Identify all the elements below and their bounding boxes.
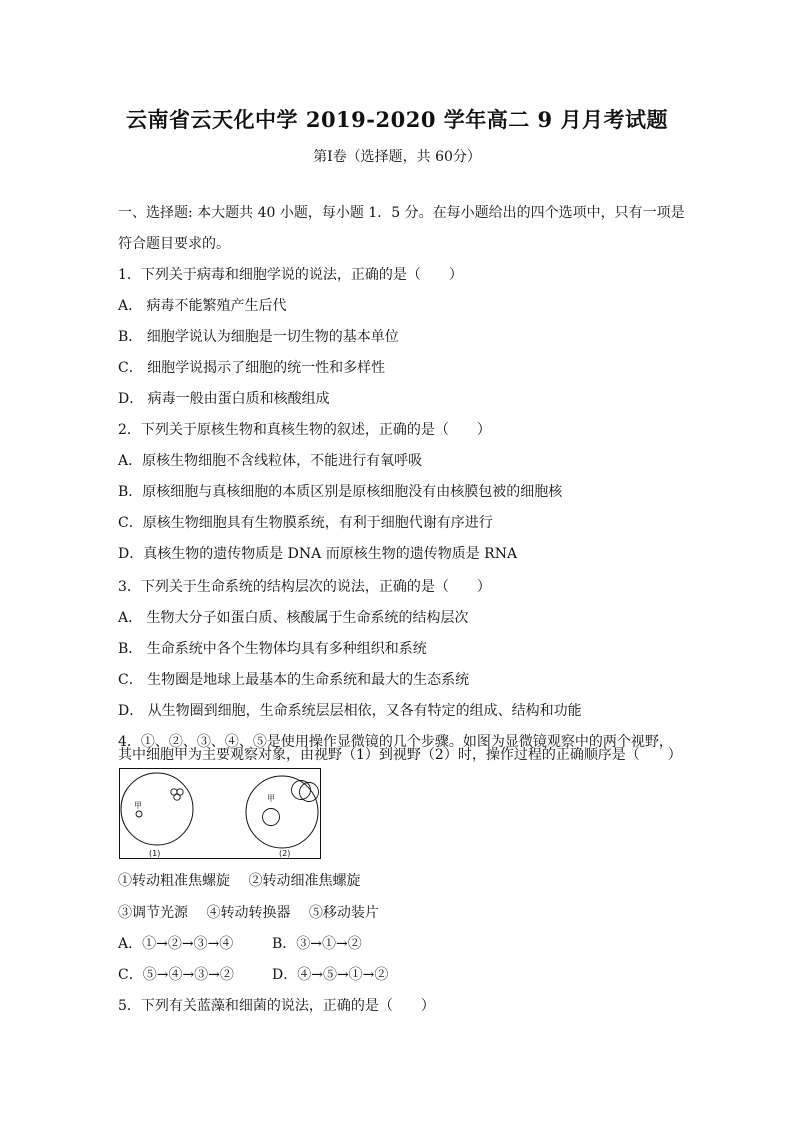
- q3-stem: 3．下列关于生命系统的结构层次的说法，正确的是（ ）: [118, 579, 491, 595]
- q4-option-a: A．①→②→③→④: [118, 936, 234, 952]
- q3-option-d: D． 从生物圈到细胞，生命系统层层相依，又各有特定的组成、结构和功能: [118, 703, 582, 719]
- view-label-2: (2): [279, 849, 291, 858]
- q1-option-b: B． 细胞学说认为细胞是一切生物的基本单位: [118, 329, 399, 345]
- view-label-1: (1): [149, 849, 161, 858]
- q2-option-d: D．真核生物的遗传物质是 DNA 而原核生物的遗传物质是 RNA: [118, 546, 518, 562]
- q3-option-b: B． 生命系统中各个生物体均具有多种组织和系统: [118, 641, 427, 657]
- section-subtitle: 第Ⅰ卷（选择题，共 60分）: [313, 149, 481, 165]
- intro-line-1: 一、选择题: 本大题共 40 小题，每小题 1．5 分。在每小题给出的四个选项中，只有一项是: [118, 205, 685, 221]
- q4-option-b: B．③→①→②: [272, 936, 362, 952]
- page-title: 云南省云天化中学 2019-2020 学年高二 9 月月考试题: [126, 107, 668, 132]
- diagram-frame: [120, 769, 321, 859]
- q1-option-d: D． 病毒一般由蛋白质和核酸组成: [118, 391, 330, 407]
- q1-option-c: C． 细胞学说揭示了细胞的统一性和多样性: [118, 360, 386, 376]
- microscope-fields-diagram: [119, 768, 321, 859]
- q3-option-a: A． 生物大分子如蛋白质、核酸属于生命系统的结构层次: [118, 610, 469, 626]
- cell-jia-field-1: [136, 811, 142, 817]
- q2-option-b: B．原核细胞与真核细胞的本质区别是原核细胞没有由核膜包被的细胞核: [118, 484, 563, 500]
- q1-stem: 1．下列关于病毒和细胞学说的说法，正确的是（ ）: [118, 267, 463, 283]
- cell-label-field-1: 甲: [134, 801, 142, 810]
- q2-option-c: C．原核生物细胞具有生物膜系统，有利于细胞代谢有序进行: [118, 515, 493, 531]
- q2-option-a: A．原核生物细胞不含线粒体，不能进行有氧呼吸: [118, 453, 423, 469]
- field-of-view-1: [121, 773, 193, 845]
- small-cell-3: [174, 794, 180, 800]
- cell-label-field-2: 甲: [267, 794, 275, 803]
- q4-stem-line-1: 4．①、②、③、④、⑤是使用操作显微镜的几个步骤。如图为显微镜观察中的两个视野，: [118, 734, 673, 750]
- q4-steps-line-1: ①转动粗准焦螺旋 ②转动细准焦螺旋: [118, 873, 361, 889]
- q4-steps-line-2: ③调节光源 ④转动转换器 ⑤移动装片: [118, 905, 379, 921]
- intro-line-2: 符合题目要求的。: [118, 236, 230, 252]
- q4-option-d: D．④→⑤→①→②: [272, 967, 389, 983]
- q4-option-c: C．⑤→④→③→②: [118, 967, 234, 983]
- q4-stem-line-2: 其中细胞甲为主要观察对象，由视野（1）到视野（2）时，操作过程的正确顺序是（ ）: [118, 747, 682, 763]
- cell-jia-field-2: [263, 809, 280, 826]
- q5-stem: 5．下列有关蓝藻和细菌的说法，正确的是（ ）: [118, 998, 435, 1014]
- field-of-view-2: [246, 776, 318, 848]
- q3-option-c: C． 生物圈是地球上最基本的生命系统和最大的生态系统: [118, 672, 470, 688]
- q1-option-a: A． 病毒不能繁殖产生后代: [118, 298, 287, 314]
- q2-stem: 2．下列关于原核生物和真核生物的叙述，正确的是（ ）: [118, 422, 491, 438]
